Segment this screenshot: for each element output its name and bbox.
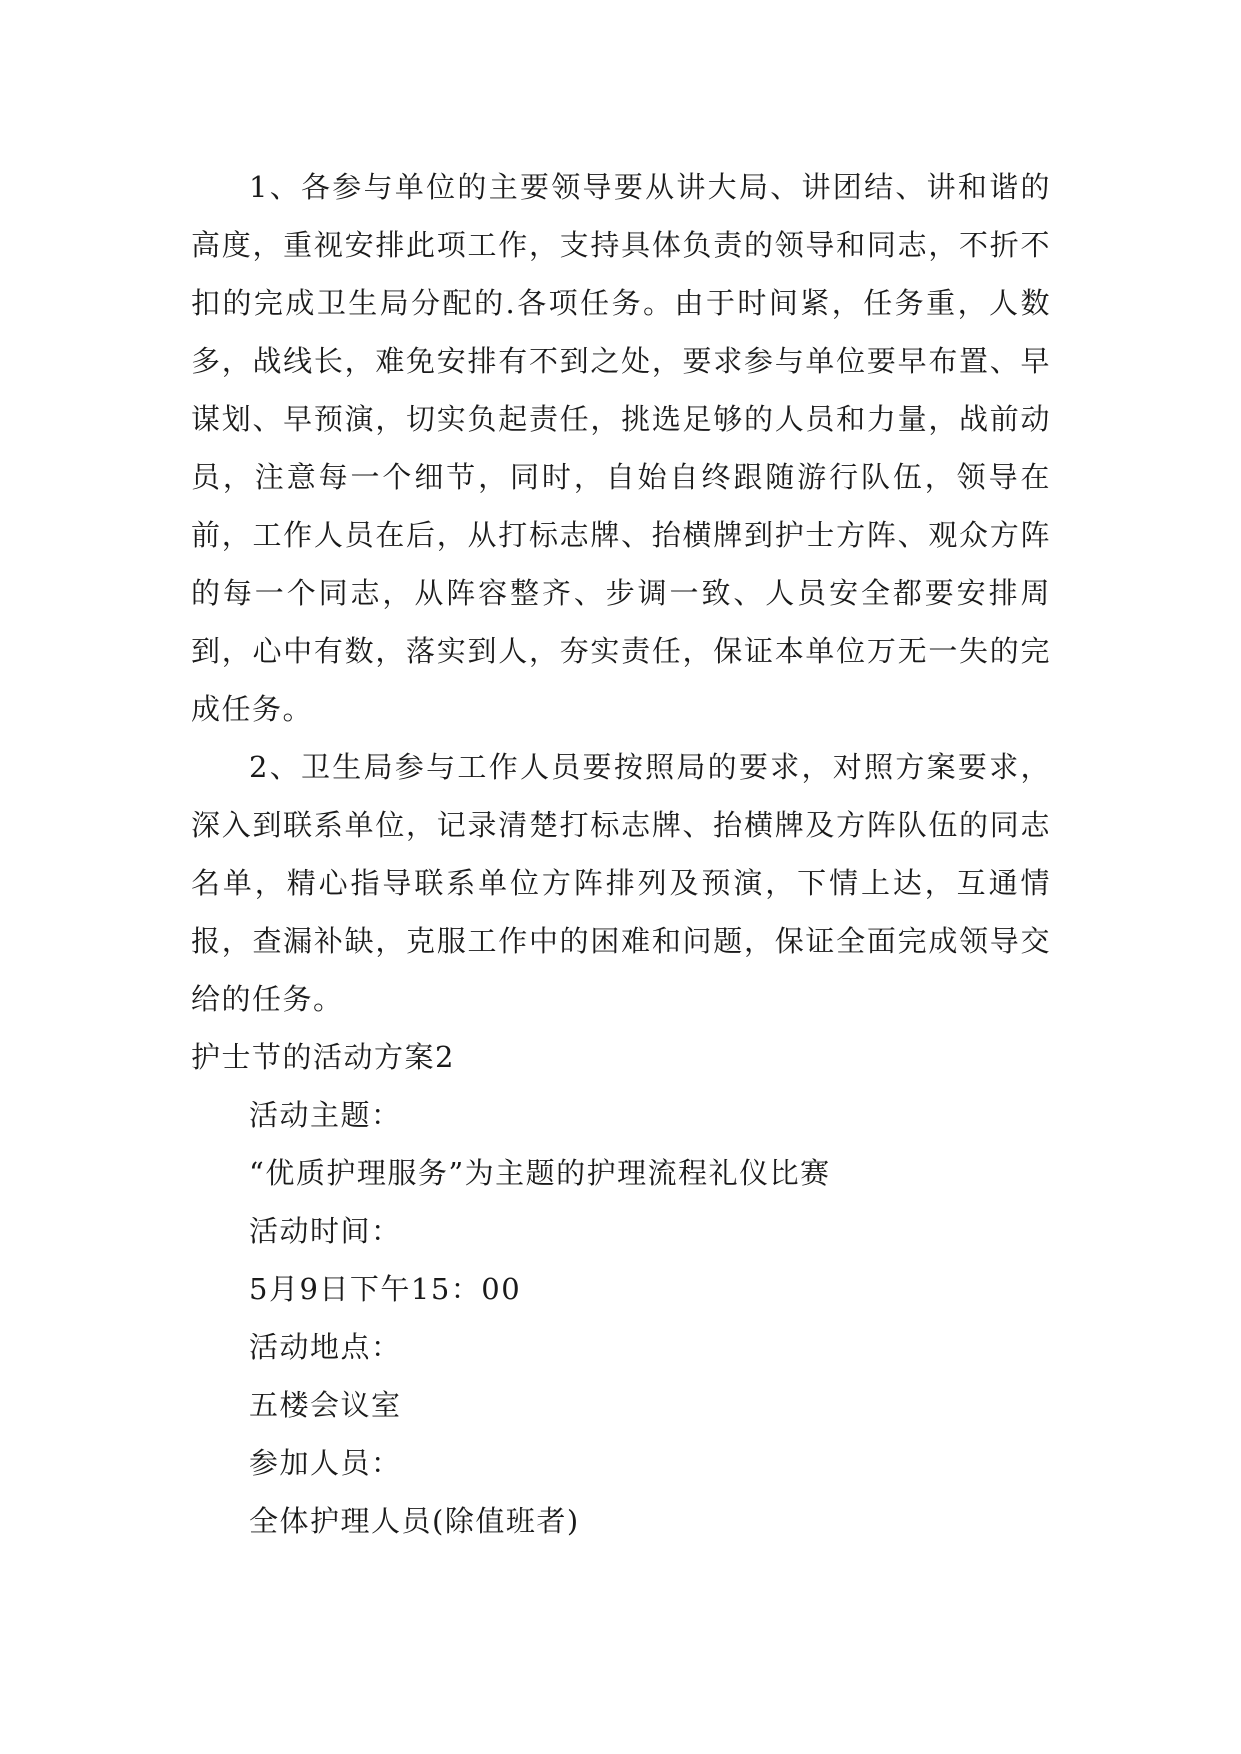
activity-time-value: 5月9日下午15：00 bbox=[249, 1272, 522, 1306]
activity-location-label: 活动地点： bbox=[249, 1330, 402, 1364]
document-page bbox=[191, 158, 1051, 1550]
activity-theme-value: “优质护理服务”为主题的护理流程礼仪比赛 bbox=[249, 1156, 831, 1190]
paragraph-2: 2、卫生局参与工作人员要按照局的要求，对照方案要求，深入到联系单位，记录清楚打标志牌、抬横牌及方阵队伍的同志名单，精心指导联系单位方阵排列及预演，下情上达，互通情报，查漏补缺，克服工作中的困难和问题，保证全面完成领导交给的任务。 bbox=[191, 750, 1051, 1016]
activity-location-value: 五楼会议室 bbox=[249, 1388, 402, 1422]
section-title: 护士节的活动方案2 bbox=[191, 1040, 455, 1074]
participants-value: 全体护理人员(除值班者) bbox=[249, 1504, 580, 1538]
activity-time-label: 活动时间： bbox=[249, 1214, 402, 1248]
paragraph-1: 1、各参与单位的主要领导要从讲大局、讲团结、讲和谐的高度，重视安排此项工作，支持具体负责的领导和同志，不折不扣的完成卫生局分配的.各项任务。由于时间紧，任务重，人数多，战线长，难免安排有不到之处，要求参与单位要早布置、早谋划、早预演，切实负起责任，挑选足够的人员和力量，战前动员，注意每一个细节，同时，自始自终跟随游行队伍，领导在前，工作人员在后，从打标志牌、抬横牌到护士方阵、观众方阵的每一个同志，从阵容整齐、步调一致、人员安全都要安排周到，心中有数，落实到人，夯实责任，保证本单位万无一失的完成任务。 bbox=[191, 170, 1051, 726]
participants-label: 参加人员： bbox=[249, 1446, 402, 1480]
activity-theme-label: 活动主题： bbox=[249, 1098, 402, 1132]
